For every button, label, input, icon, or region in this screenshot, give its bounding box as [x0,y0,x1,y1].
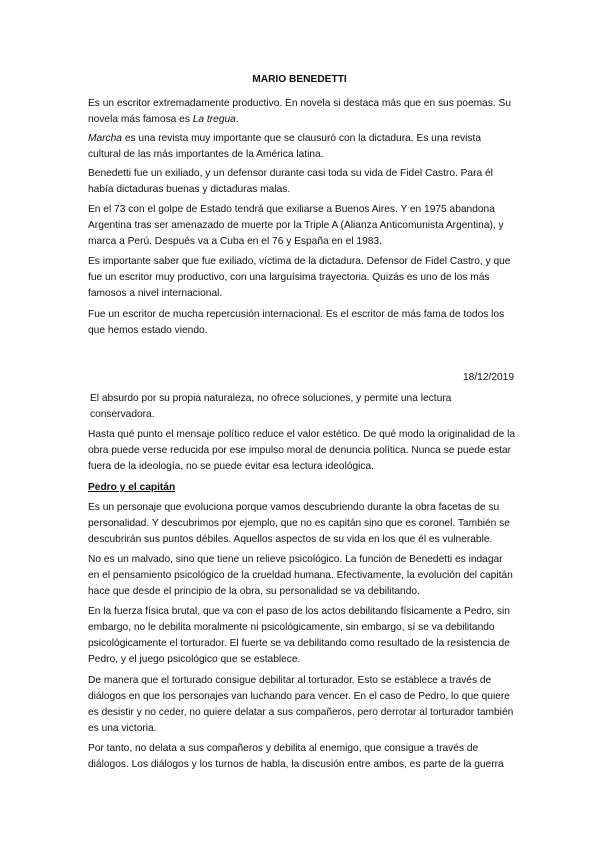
paragraph-productivity [88,96,516,128]
paragraph-text: Es un escritor extremadamente productivo. En novela si destaca más que en sus poemas. Su novela más famosa es [88,98,512,125]
paragraph-dialogues: Por tanto, no delata a sus compañeros y debilita al enemigo, que consigue a través de diálogos. Los diálogos y los turnos de habla, la discusión entre ambos, es parte de la guerra [88,743,504,770]
paragraph-character: Es un personaje que evoluciona porque vamos descubriendo durante la obra facetas de su personalidad. Y descubrimos por ejemplo, que no es capitán sino que es coronel. También se descubrirán sus puntos débiles. Aquellos aspectos de su vida en los que él es vulnerable. [88,502,510,545]
section-heading: Pedro y el capitán [88,482,176,493]
paragraph-tortured: De manera que el torturado consigue debilitar al torturador. Esto se establece a través de diálogos en que los personajes van luchando para vencer. En el caso de Pedro, lo que quiere es desistir y no ceder, no quiere delatar a sus compañeros, pero derrotar al torturador también es una victoria. [88,675,514,734]
paragraph-text: es una revista muy importante que se clausuró con la dictadura. Es una revista cultural de las más importantes de la América latina. [88,133,481,160]
paragraph-physical-force: En la fuerza física brutal, que va con el paso de los actos debilitando físicamente a Pedro, sin embargo, no le debilita moralmente ni psicológicamente, sin embargo, sí se va debilitando psicológicamente el torturador. El fuerte se va debilitando como resultado de la resistencia de Pedro, y el juego psicológico que se establece. [88,606,510,665]
paragraph-repercussion: Fue un escritor de mucha repercusión internacional. Es el escritor de más fama de todos los que hemos estado viendo. [88,309,505,336]
paragraph-exile: Benedetti fue un exiliado, y un defensor durante casi toda su vida de Fidel Castro. Para él había dictaduras buenas y dictaduras malas. [88,168,493,195]
paragraph-marcha [88,131,516,163]
novel-title: La tregua [192,114,236,125]
date-label: 18/12/2019 [463,372,514,383]
page-title: MARIO BENEDETTI [252,74,347,85]
paragraph-political-message: Hasta qué punto el mensaje político reduce el valor estético. De qué modo la originalidad de la obra puede verse reducida por ese impulso moral de denuncia política. Nunca se puede estar fuera de la ideología, no se puede evitar esa lectura ideológica. [88,429,516,472]
paragraph-psychology: No es un malvado, sino que tiene un relieve psicológico. La función de Benedetti es indagar en el pensamiento psicológico de la crueldad humana. Efectivamente, la evolución del capitán hace que desde el principio de la obra, su personalidad se va debilitando. [88,554,513,597]
paragraph-coup: En el 73 con el golpe de Estado tendrá que exiliarse a Buenos Aires. Y en 1975 abandona Argentina tras ser amenazado de muerte por la Triple A (Alianza Anticomunista Argentina), y marca a Perú. Después va a Cuba en el 76 y España en el 1983. [88,204,504,247]
magazine-title: Marcha [88,133,122,144]
paragraph-absurd: El absurdo por su propia naturaleza, no ofrece soluciones, y permite una lectura conservadora. [90,393,452,420]
paragraph-victim: Es importante saber que fue exiliado, víctima de la dictadura. Defensor de Fidel Castro, y que fue un escritor muy productivo, con una larguísima trayectoria. Quizás es uno de los más famosos a nivel internacional. [88,256,511,299]
paragraph-end: . [235,114,239,125]
